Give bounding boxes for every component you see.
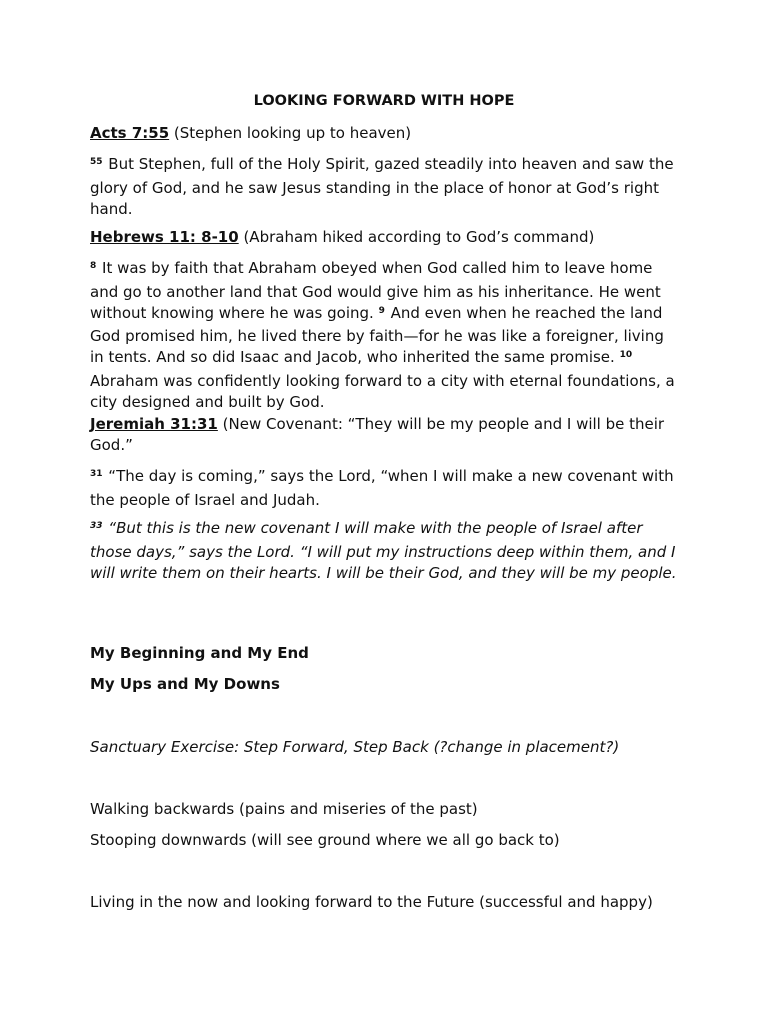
hebrews-verses <box>90 258 680 413</box>
walking-backwards-line: Walking backwards (pains and miseries of the past) <box>90 800 478 818</box>
acts-heading <box>90 123 680 144</box>
heading-ups-downs: My Ups and My Downs <box>90 675 280 693</box>
verse-number: 10 <box>619 350 633 361</box>
verse-number: 31 <box>90 469 103 479</box>
jeremiah-reference: Jeremiah 31:31 <box>90 415 218 433</box>
living-now-line: Living in the now and looking forward to the Future (successful and happy) <box>90 893 653 911</box>
jeremiah-verse-31 <box>90 466 680 511</box>
verse-text: “The day is coming,” says the Lord, “when I will make a new covenant with the people of Israel and Judah. <box>90 467 674 509</box>
hebrews-heading <box>90 227 680 248</box>
stooping-downwards-line: Stooping downwards (will see ground where we all go back to) <box>90 831 560 849</box>
verse-number: 55 <box>90 157 103 167</box>
verse-number: 9 <box>378 305 385 316</box>
page-title: LOOKING FORWARD WITH HOPE <box>253 93 515 109</box>
sanctuary-exercise: Sanctuary Exercise: Step Forward, Step Back (?change in placement?) <box>90 738 620 756</box>
hebrews-note: (Abraham hiked according to God’s command) <box>238 228 595 246</box>
jeremiah-verse-33 <box>90 518 680 583</box>
verse-text: But Stephen, full of the Holy Spirit, gazed steadily into heaven and saw the glory of God, and he saw Jesus standing in the place of honor at God’s right hand. <box>90 155 674 218</box>
verse-text: “But this is the new covenant I will make with the people of Israel after those days,” says the Lord. “I will put my instructions deep within them, and I will write them on their hearts. I will be their God, and they will be my people. <box>90 519 677 582</box>
jeremiah-heading <box>90 414 680 456</box>
acts-verse <box>90 154 680 219</box>
acts-reference: Acts 7:55 <box>90 124 170 142</box>
verse-number: 33 <box>90 521 103 531</box>
verse-text: It was by faith that Abraham obeyed when God called him to leave home and go to another land that God would give him as his inheritance. He went without knowing where he was going. <box>90 259 661 322</box>
verse-text: And even when he reached the land God promised him, he lived there by faith—for he was like a foreigner, living in tents. And so did Isaac and Jacob, who inherited the same promise. <box>90 303 664 367</box>
heading-beginning-end: My Beginning and My End <box>90 644 309 662</box>
hebrews-reference: Hebrews 11: 8-10 <box>90 228 239 246</box>
jeremiah-note: (New Covenant: “They will be my people and I will be their God.” <box>90 415 665 454</box>
acts-note: (Stephen looking up to heaven) <box>169 124 412 142</box>
verse-text: Abraham was confidently looking forward to a city with eternal foundations, a city designed and built by God. <box>90 371 675 411</box>
verse-number: 8 <box>90 261 97 271</box>
